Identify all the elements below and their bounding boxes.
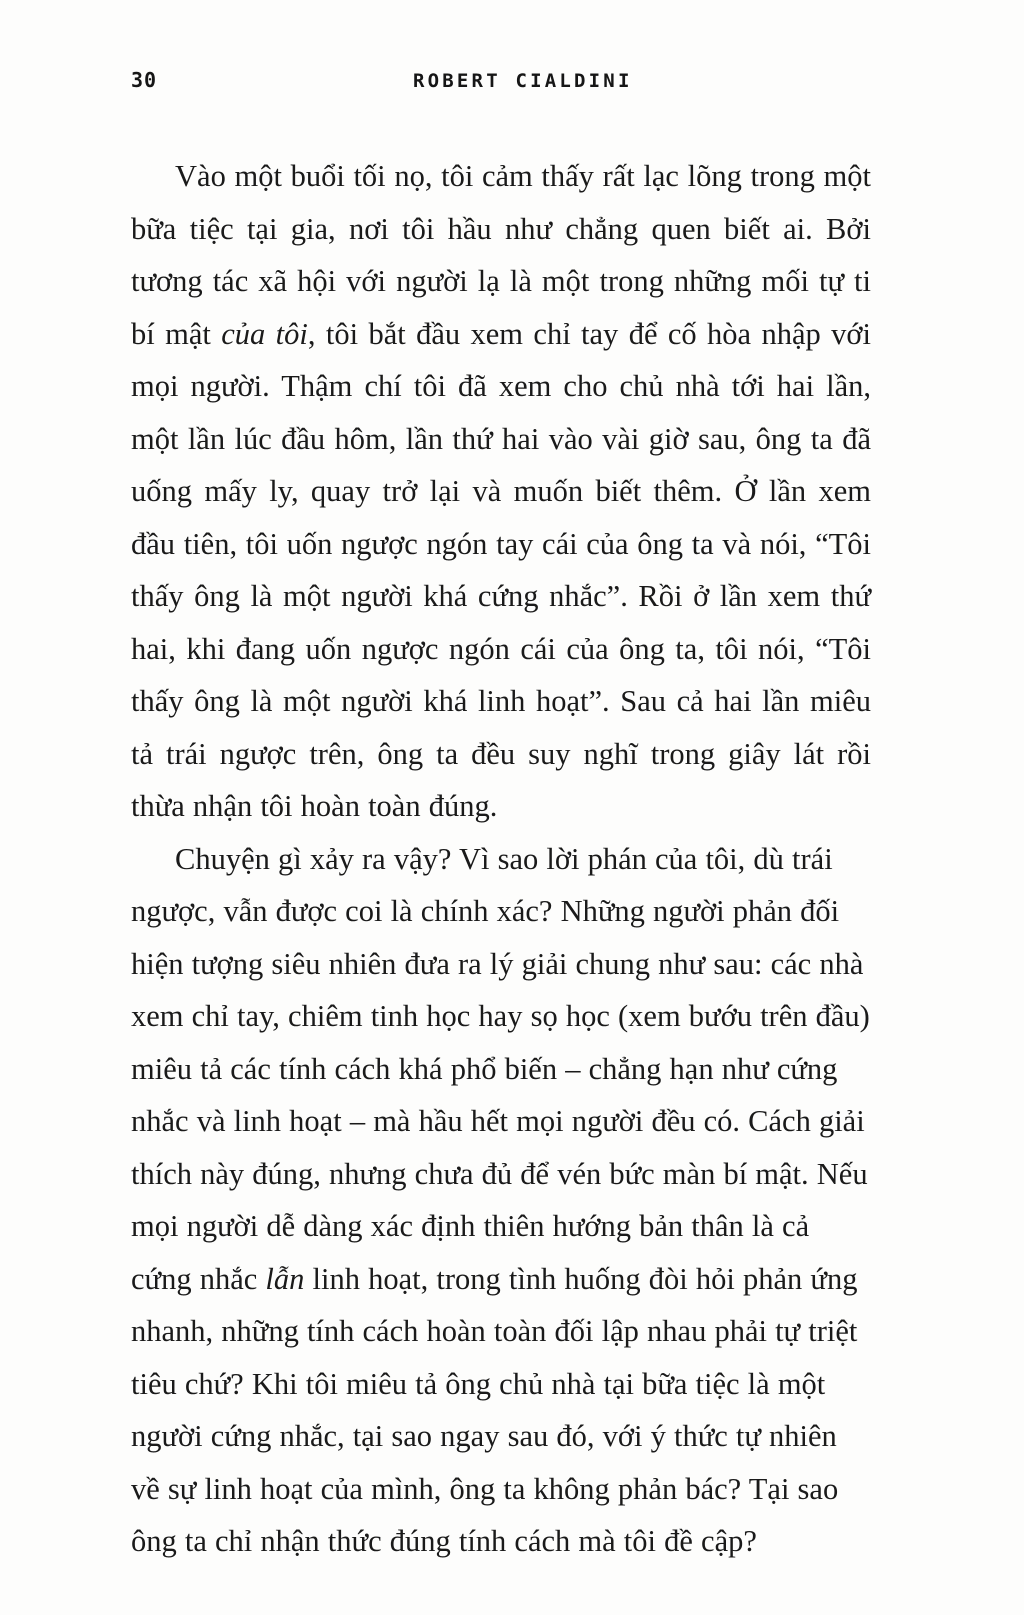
- emphasis-text: của tôi: [221, 316, 308, 351]
- paragraph: Vào một buổi tối nọ, tôi cảm thấy rất lạc lõng trong một bữa tiệc tại gia, nơi tôi hầu như chẳng quen biết ai. Bởi tương tác xã hội với người lạ là một trong những mối tự ti bí mật của tôi, tôi bắt đầu xem chỉ tay để cố hòa nhập với mọi người. Thậm chí tôi đã xem cho chủ nhà tới hai lần, một lần lúc đầu hôm, lần thứ hai vào vài giờ sau, ông ta đã uống mấy ly, quay trở lại và muốn biết thêm. Ở lần xem đầu tiên, tôi uốn ngược ngón tay cái của ông ta và nói, “Tôi thấy ông là một người khá cứng nhắc”. Rồi ở lần xem thứ hai, khi đang uốn ngược ngón cái của ông ta, tôi nói, “Tôi thấy ông là một người khá linh hoạt”. Sau cả hai lần miêu tả trái ngược trên, ông ta đều suy nghĩ trong giây lát rồi thừa nhận tôi hoàn toàn đúng.: [131, 159, 871, 823]
- paragraph: Chuyện gì xảy ra vậy? Vì sao lời phán của tôi, dù trái ngược, vẫn được coi là chính xác? Những người phản đối hiện tượng siêu nhiên đưa ra lý giải chung như sau: các nhà xem chỉ tay, chiêm tinh học hay sọ học (xem bướu trên đầu) miêu tả các tính cách khá phổ biến – chẳng hạn như cứng nhắc và linh hoạt – mà hầu hết mọi người đều có. Cách giải thích này đúng, nhưng chưa đủ để vén bức màn bí mật. Nếu mọi người dễ dàng xác định thiên hướng bản thân là cả cứng nhắc lẫn linh hoạt, trong tình huống đòi hỏi phản ứng nhanh, những tính cách hoàn toàn đối lập nhau phải tự triệt tiêu chứ? Khi tôi miêu tả ông chủ nhà tại bữa tiệc là một người cứng nhắc, tại sao ngay sau đó, với ý thức tự nhiên về sự linh hoạt của mình, ông ta không phản bác? Tại sao ông ta chỉ nhận thức đúng tính cách mà tôi đề cập?: [131, 841, 870, 1558]
- page-header: [131, 68, 893, 102]
- page-number: 30: [131, 68, 158, 92]
- body-text-column: [131, 150, 871, 1568]
- emphasis-text: lẫn: [265, 1261, 305, 1296]
- running-head: ROBERT CIALDINI: [413, 70, 633, 92]
